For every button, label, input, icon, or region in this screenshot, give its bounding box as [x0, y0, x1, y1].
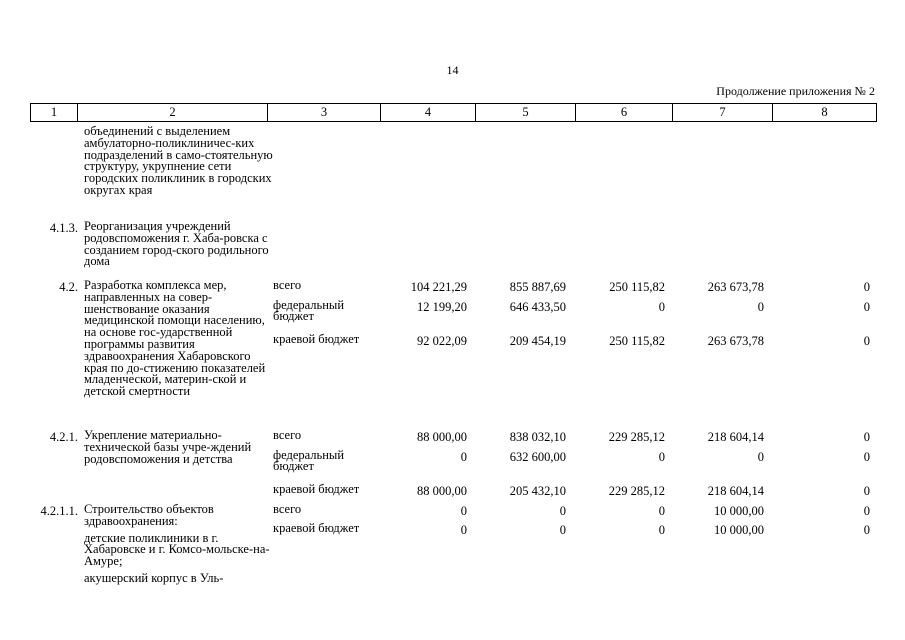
column-header-6: 6 [576, 104, 673, 122]
description-text: Укрепление материально-технической базы учре-ждений родовспоможения и детства [84, 428, 252, 466]
value-col-5: 855 887,69 [509, 280, 566, 294]
value-col-4: 0 [460, 504, 467, 518]
value-col-4: 0 [460, 450, 467, 464]
value-col-5: 205 432,10 [509, 484, 566, 498]
description-text: акушерский корпус в Уль- [84, 570, 224, 585]
funding-source: федеральный бюджет [273, 298, 345, 323]
column-header-5: 5 [476, 104, 576, 122]
value-col-6: 250 115,82 [609, 334, 665, 348]
funding-source: всего [273, 502, 302, 516]
row-description [84, 280, 274, 403]
value-col-7: 0 [757, 300, 764, 314]
row-number: 4.2.1.1. [40, 504, 78, 518]
description-text: объединений с выделением амбулаторно-поликлиничес-ких подразделений в само-стоятельную структуру, укрупнение сети городских поликлиник в городских округах края [84, 124, 273, 197]
value-col-4: 104 221,29 [410, 280, 467, 294]
value-col-6: 0 [658, 300, 665, 314]
value-col-4: 12 199,20 [417, 300, 467, 314]
row-description [84, 430, 274, 470]
row-number: 4.2. [59, 280, 78, 294]
row-description [84, 221, 274, 273]
value-col-7: 10 000,00 [714, 504, 764, 518]
value-col-5: 0 [559, 523, 566, 537]
column-header-7: 7 [673, 104, 773, 122]
funding-source: краевой бюджет [273, 332, 360, 346]
value-col-7: 218 604,14 [707, 484, 764, 498]
column-header-2: 2 [78, 104, 268, 122]
column-header-4: 4 [381, 104, 476, 122]
value-col-8: 0 [863, 430, 870, 444]
column-header-row [31, 104, 877, 122]
value-col-8: 0 [863, 484, 870, 498]
description-text: Реорганизация учреждений родовспоможения г. Хаба-ровска с созданием город-ского родильного дома [84, 219, 269, 269]
value-col-4: 88 000,00 [417, 484, 467, 498]
column-header-1: 1 [31, 104, 78, 122]
value-col-6: 229 285,12 [608, 484, 665, 498]
description-text: Строительство объектов здравоохранения: [84, 502, 214, 528]
value-col-5: 632 600,00 [509, 450, 566, 464]
column-header-3: 3 [268, 104, 381, 122]
value-col-6: 0 [658, 450, 665, 464]
value-col-8: 0 [863, 523, 870, 537]
row-number: 4.2.1. [49, 430, 78, 444]
value-col-7: 10 000,00 [714, 523, 764, 537]
value-col-4: 88 000,00 [417, 430, 467, 444]
value-col-5: 0 [559, 504, 566, 518]
value-col-6: 229 285,12 [608, 430, 665, 444]
value-col-7: 263 673,78 [707, 334, 764, 348]
value-col-4: 0 [460, 523, 467, 537]
value-col-7: 218 604,14 [707, 430, 764, 444]
funding-source: краевой бюджет [273, 521, 360, 535]
value-col-8: 0 [863, 300, 870, 314]
value-col-8: 0 [863, 334, 870, 348]
value-col-6: 0 [658, 523, 665, 537]
column-header-table [30, 103, 877, 122]
value-col-8: 0 [863, 280, 870, 294]
description-text: Разработка комплекса мер, направленных на совер-шенствование оказания медицинской помощи населению, на основе гос-ударственной программы развития здравоохранения Хабаровского края по до-стижению показателей младенческой, материн-ской и детской смертности [84, 278, 266, 399]
value-col-6: 250 115,82 [609, 280, 665, 294]
value-col-5: 646 433,50 [509, 300, 566, 314]
value-col-4: 92 022,09 [417, 334, 467, 348]
value-col-8: 0 [863, 504, 870, 518]
value-col-7: 0 [757, 450, 764, 464]
value-col-8: 0 [863, 450, 870, 464]
row-description [84, 504, 274, 590]
column-header-8: 8 [773, 104, 877, 122]
value-col-5: 209 454,19 [509, 334, 566, 348]
description-text: детские поликлиники в г. Хабаровске и г. Комсо-мольске-на-Амуре; [84, 530, 270, 569]
funding-source: краевой бюджет [273, 482, 360, 496]
funding-source: всего [273, 278, 302, 292]
row-description [84, 126, 274, 202]
funding-source: федеральный бюджет [273, 448, 345, 473]
row-number: 4.1.3. [49, 221, 78, 235]
page-number: 14 [446, 63, 459, 77]
value-col-6: 0 [658, 504, 665, 518]
value-col-7: 263 673,78 [707, 280, 764, 294]
funding-source: всего [273, 428, 302, 442]
appendix-note: Продолжение приложения № 2 [716, 84, 875, 98]
value-col-5: 838 032,10 [509, 430, 566, 444]
